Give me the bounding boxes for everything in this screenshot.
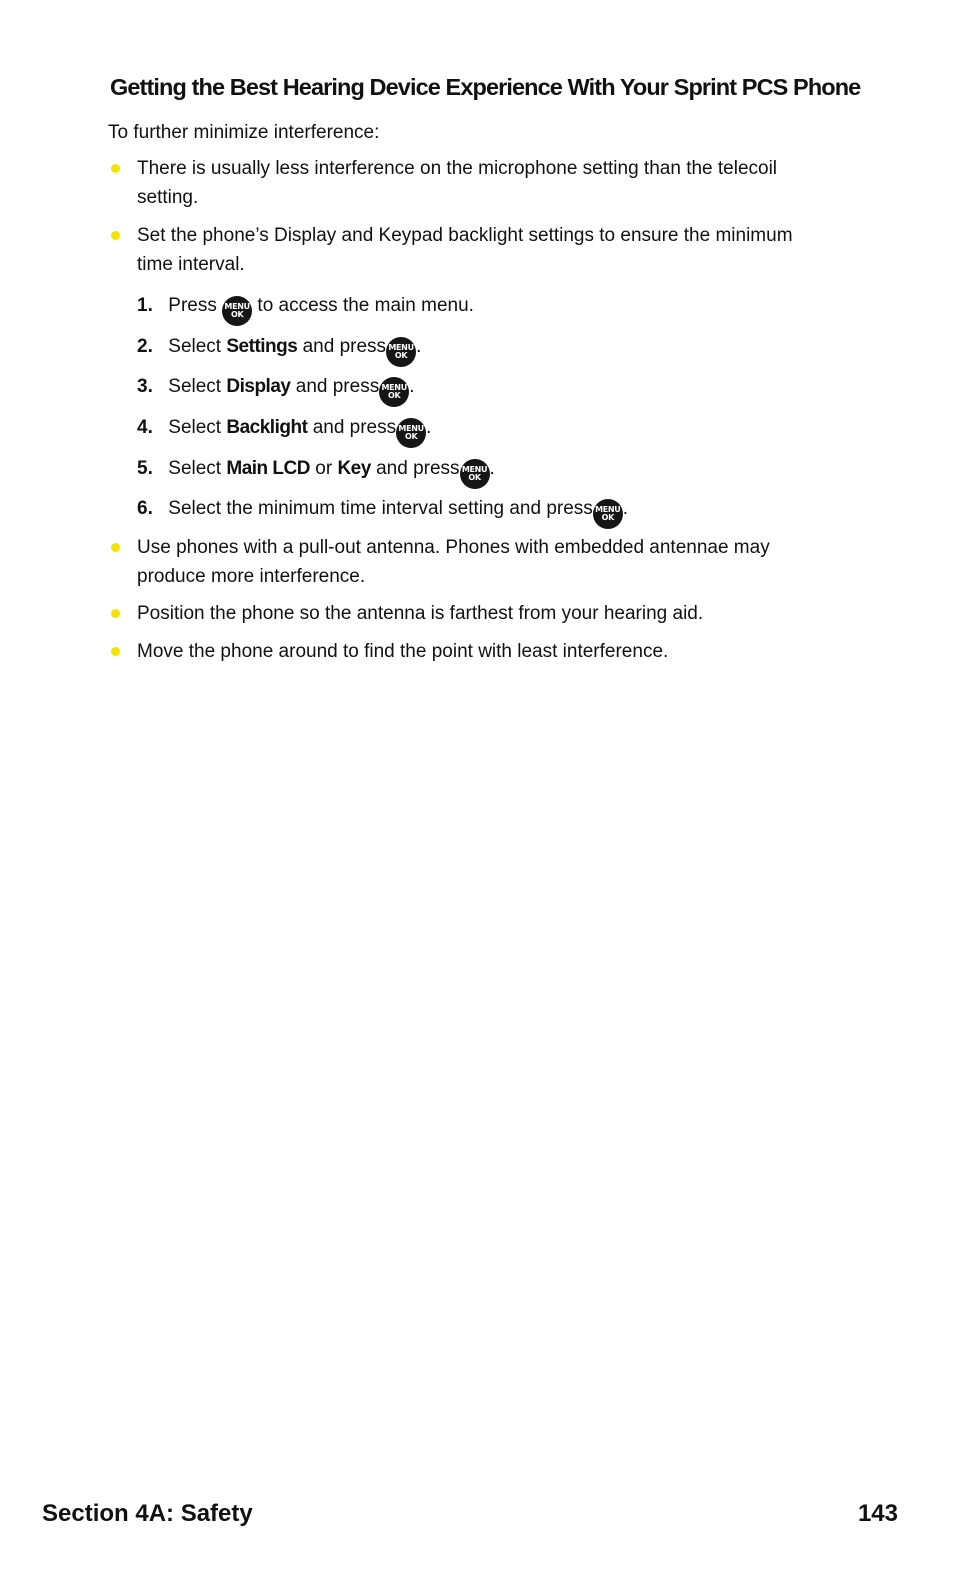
step-text: and press bbox=[376, 458, 460, 479]
step-text: Select bbox=[168, 336, 222, 357]
step-number: 4. bbox=[137, 417, 153, 438]
bullet-text: Move the phone around to find the point with least interference. bbox=[137, 641, 669, 662]
bullet-text: There is usually less interference on the microphone setting than the telecoil setting. bbox=[137, 158, 778, 208]
menu-ok-key-icon: MENU OK bbox=[460, 459, 490, 489]
menu-ok-key-icon: MENU OK bbox=[386, 337, 416, 367]
step-1 bbox=[137, 291, 474, 326]
step-number: 2. bbox=[137, 336, 153, 357]
step-text: and press bbox=[302, 336, 387, 357]
bullet-item bbox=[137, 637, 827, 666]
step-text: Select bbox=[168, 458, 222, 479]
bullet-item bbox=[137, 154, 827, 212]
menu-ok-key-icon: MENU OK bbox=[379, 377, 409, 407]
page-heading: Getting the Best Hearing Device Experience With Your Sprint PCS Phone bbox=[110, 74, 861, 100]
page-number: 143 bbox=[857, 1500, 898, 1527]
step-text: Press bbox=[168, 295, 217, 316]
bullet-dot-icon bbox=[111, 543, 120, 552]
step-text: and press bbox=[295, 376, 380, 397]
step-text: and press bbox=[312, 417, 397, 438]
step-number: 5. bbox=[137, 458, 153, 479]
menu-item-name: Main LCD bbox=[226, 458, 310, 479]
bullet-dot-icon bbox=[111, 647, 120, 656]
step-6: 6. Select the minimum time interval setting and press MENU OK . bbox=[137, 494, 628, 529]
step-text: Select bbox=[168, 417, 222, 438]
step-text: or bbox=[315, 458, 333, 479]
menu-item-name: Display bbox=[226, 376, 291, 397]
menu-ok-key-icon: MENU OK bbox=[222, 296, 252, 326]
bullet-text: Position the phone so the antenna is farthest from your hearing aid. bbox=[137, 603, 704, 624]
step-number: 1. bbox=[137, 295, 153, 316]
step-2: 2. Select Settings and press MENU OK . bbox=[137, 332, 421, 367]
menu-item-name: Backlight bbox=[226, 417, 308, 438]
bullet-item bbox=[137, 599, 827, 628]
bullet-text: Set the phone’s Display and Keypad backlight settings to ensure the minimum time interval. bbox=[137, 225, 793, 275]
step-text: Select bbox=[168, 376, 222, 397]
step-4: 4. Select Backlight and press MENU OK . bbox=[137, 413, 431, 448]
menu-ok-key-icon: MENU OK bbox=[396, 418, 426, 448]
bullet-text: Use phones with a pull-out antenna. Phones with embedded antennae may produce more interference. bbox=[137, 537, 770, 587]
step-text: Select the minimum time interval setting and press bbox=[168, 498, 593, 519]
bullet-dot-icon bbox=[111, 164, 120, 173]
bullet-dot-icon bbox=[111, 231, 120, 240]
step-3: 3. Select Display and press MENU OK . bbox=[137, 372, 414, 407]
step-number: 6. bbox=[137, 498, 153, 519]
step-number: 3. bbox=[137, 376, 153, 397]
bullet-dot-icon bbox=[111, 609, 120, 618]
bullet-item bbox=[137, 221, 827, 279]
section-footer: Section 4A: Safety bbox=[42, 1500, 253, 1527]
step-text: to access the main menu. bbox=[257, 295, 474, 316]
step-5: 5. Select Main LCD or Key and press MENU OK . bbox=[137, 454, 495, 489]
menu-item-name: Key bbox=[337, 458, 371, 479]
bullet-item bbox=[137, 533, 827, 591]
intro-text: To further minimize interference: bbox=[108, 122, 380, 143]
menu-item-name: Settings bbox=[226, 336, 298, 357]
menu-ok-key-icon: MENU OK bbox=[593, 499, 623, 529]
